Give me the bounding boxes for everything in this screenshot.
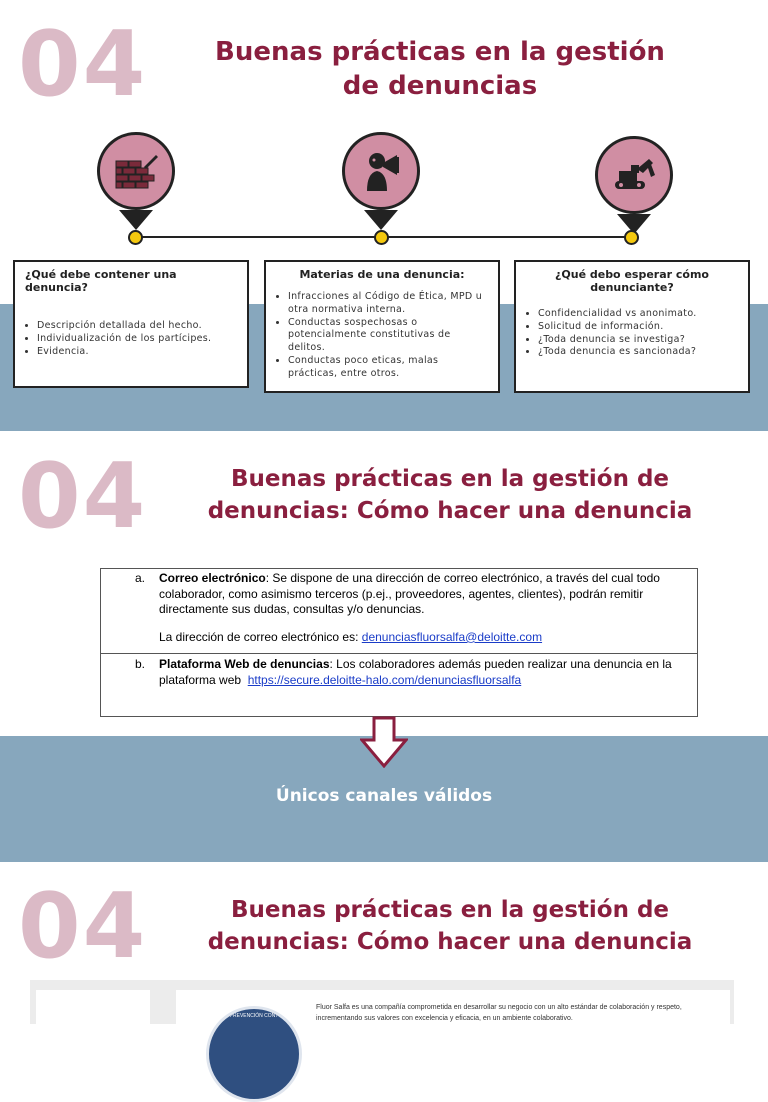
list-item: • Solicitud de información. [538, 321, 738, 334]
list-item: • Conductas poco eticas, malas prácticas, entre otros. [288, 355, 488, 381]
card-list [25, 320, 237, 358]
timeline-pin [595, 136, 673, 234]
item-marker: b. [135, 657, 146, 672]
title-line: denuncias: Cómo hacer una denuncia [207, 928, 693, 955]
item-label: Correo electrónico [159, 571, 266, 585]
title-line: de denuncias [342, 70, 538, 101]
megaphone-person-icon [357, 147, 405, 195]
email-link[interactable]: denunciasfluorsalfa@deloitte.com [361, 629, 543, 644]
brick-wall-icon [112, 151, 160, 191]
banner-text: Únicos canales válidos [275, 786, 493, 806]
list-item: • Conductas sospechosas o potencialmente constitutivas de delitos. [288, 317, 488, 355]
card-list [276, 291, 488, 381]
channels-document [100, 568, 698, 717]
title-line: Buenas prácticas en la gestión [215, 37, 665, 67]
list-item: • ¿Toda denuncia es sancionada? [538, 346, 738, 359]
title-line: Buenas prácticas en la gestión de [230, 466, 670, 492]
seal-logo [206, 1006, 302, 1102]
card-list [526, 308, 738, 359]
email-line [159, 630, 687, 646]
title-line: Buenas prácticas en la gestión de [230, 897, 670, 923]
timeline-pin [97, 132, 175, 230]
list-item: • Evidencia. [37, 346, 237, 359]
pin-tip [364, 210, 398, 230]
item-label: Plataforma Web de denuncias [159, 657, 330, 672]
excavator-icon [609, 155, 659, 195]
pin-circle [342, 132, 420, 210]
timeline-dot [624, 230, 639, 245]
item-text: : Los colaboradores además pueden realizar una denuncia en la plataforma web [159, 657, 672, 687]
card-heading: ¿Qué debe contener una denuncia? [25, 268, 177, 294]
pin-circle [97, 132, 175, 210]
website-text [316, 1003, 726, 1024]
website-text-line: incrementando sus valores con excelencia y eficacia, en un ambiente colaborativo. [316, 1014, 573, 1022]
card-heading: Materias de una denuncia: [299, 268, 465, 281]
pin-circle [595, 136, 673, 214]
website-sidebar [36, 990, 150, 1024]
down-arrow-icon [360, 716, 408, 768]
pin-tip [119, 210, 153, 230]
info-card [514, 260, 750, 393]
section-number: 04 [18, 874, 148, 979]
title-line: denuncias: Cómo hacer una denuncia [207, 497, 693, 524]
section-number: 04 [18, 444, 148, 549]
page-title [170, 36, 710, 104]
list-item: • ¿Toda denuncia se investiga? [538, 334, 738, 347]
channel-item-web [101, 654, 697, 692]
list-item: • Individualización de los partícipes. [37, 333, 237, 346]
info-card [264, 260, 500, 393]
timeline-pin [342, 132, 420, 230]
email-prefix: La dirección de correo electrónico es: [159, 629, 362, 644]
list-item: • Descripción detallada del hecho. [37, 320, 237, 333]
timeline-dot [374, 230, 389, 245]
seal-text: PREVENCIÓN CONT [229, 1013, 279, 1019]
list-item: • Infracciones al Código de Ética, MPD u otra normativa interna. [288, 291, 488, 317]
section-number: 04 [18, 12, 148, 117]
timeline-dot [128, 230, 143, 245]
info-card [13, 260, 249, 388]
channel-item-email [101, 569, 697, 654]
web-link[interactable]: https://secure.deloitte-halo.com/denunciasfluorsalfa [247, 672, 522, 687]
page-title [200, 895, 700, 958]
list-item: • Confidencialidad vs anonimato. [538, 308, 738, 321]
item-marker: a. [135, 571, 146, 585]
website-text-line: Fluor Salfa es una compañía comprometida en desarrollar su negocio con un alto estándar de colaboración y respeto, [316, 1004, 682, 1011]
page-title [200, 464, 700, 527]
item-text: : Se dispone de una dirección de correo electrónico, a través del cual todo colaborador, como asimismo terceros (p.ej., proveedores, agentes, clientes), podrán remitir directamente sus dudas, consultas y/o denuncias. [159, 571, 660, 617]
card-heading: ¿Qué debo esperar cómo denunciante? [555, 268, 709, 294]
